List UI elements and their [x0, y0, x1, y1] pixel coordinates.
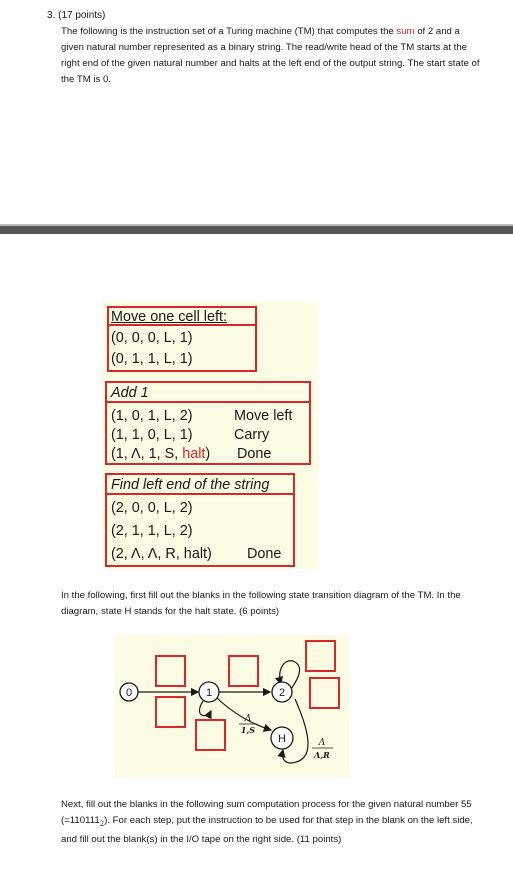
- edge-1-H-action: 1,S: [240, 725, 256, 735]
- instruction-close: ): [205, 446, 211, 462]
- state-1-label: 1: [205, 687, 213, 699]
- question-header: 3. (17 points): [47, 10, 106, 21]
- p3-text-after: ). For each step, put the instruction to be used for that step in the blank on the left side, and fill out the blank(s) in the I/O tape on the right side. (11 points): [61, 815, 473, 845]
- edge-1-H-read-symbol: Λ: [244, 714, 252, 724]
- instruction-line: (1, 0, 1, L, 2): [111, 408, 193, 424]
- blank-box-0-to-1-lower[interactable]: [156, 697, 185, 727]
- instruction-note: Move left: [234, 408, 293, 424]
- page-separator: [0, 226, 513, 234]
- instruction-set-panel: [102, 301, 318, 569]
- edge-1-self-loop: [199, 701, 211, 716]
- p3-text-before: Next, fill out the blanks in the following sum computation process for the given natural number 55 (=110111: [61, 799, 472, 826]
- blank-box-1-to-2[interactable]: [229, 656, 258, 686]
- state-H-label: H: [278, 733, 286, 745]
- state-diagram: [115, 635, 349, 777]
- group3-title: Find left end of the string: [111, 477, 270, 493]
- diagram-instructions: In the following, first fill out the blanks in the following state transition diagram of the TM. In the diagram, state H stands for the halt state. (6 points): [61, 590, 461, 617]
- state-0-label: 0: [125, 687, 133, 699]
- intro-sum-highlight: sum: [396, 26, 415, 37]
- question-intro: [61, 24, 481, 88]
- blank-box-2-self-loop-upper[interactable]: [306, 641, 335, 671]
- blank-box-2-self-loop-lower[interactable]: [310, 678, 339, 708]
- instruction-line: (2, 1, 1, L, 2): [111, 523, 193, 539]
- state-diagram-panel: [115, 635, 349, 777]
- instruction-line-halt: [111, 446, 210, 463]
- binary-subscript: 2: [99, 819, 105, 828]
- instruction-note: Done: [247, 546, 282, 562]
- computation-instructions: [61, 797, 486, 848]
- intro-text-before: The following is the instruction set of a Turing machine (TM) that computes the: [61, 26, 397, 37]
- blank-box-0-to-1[interactable]: [156, 656, 185, 686]
- halt-keyword: halt: [182, 446, 206, 462]
- edge-2-H-action: Λ,R: [314, 750, 330, 760]
- instruction-line: (0, 1, 1, L, 1): [111, 351, 193, 367]
- group2-title: Add 1: [111, 385, 149, 401]
- instruction-line: (1, 1, 0, L, 1): [111, 427, 193, 443]
- group1-title: Move one cell left:: [111, 309, 227, 325]
- instruction-line: (2, Λ, Λ, R, halt): [111, 546, 212, 562]
- intro-text-after: of 2 and a given natural number represented as a binary string. The read/write head of the TM starts at the right end of the given natural number and halts at the left end of the output string. The start state of the TM is 0.: [61, 26, 480, 85]
- instruction-line: (2, 0, 0, L, 2): [111, 500, 193, 516]
- blank-box-1-self-loop[interactable]: [196, 720, 225, 750]
- instruction-text: (1, Λ, 1, S,: [111, 446, 183, 462]
- edge-2-H-read-symbol: Λ: [318, 738, 326, 748]
- instruction-line: (0, 0, 0, L, 1): [111, 330, 193, 346]
- state-2-label: 2: [278, 687, 286, 699]
- instruction-note: Done: [237, 446, 272, 462]
- instruction-note: Carry: [234, 427, 270, 443]
